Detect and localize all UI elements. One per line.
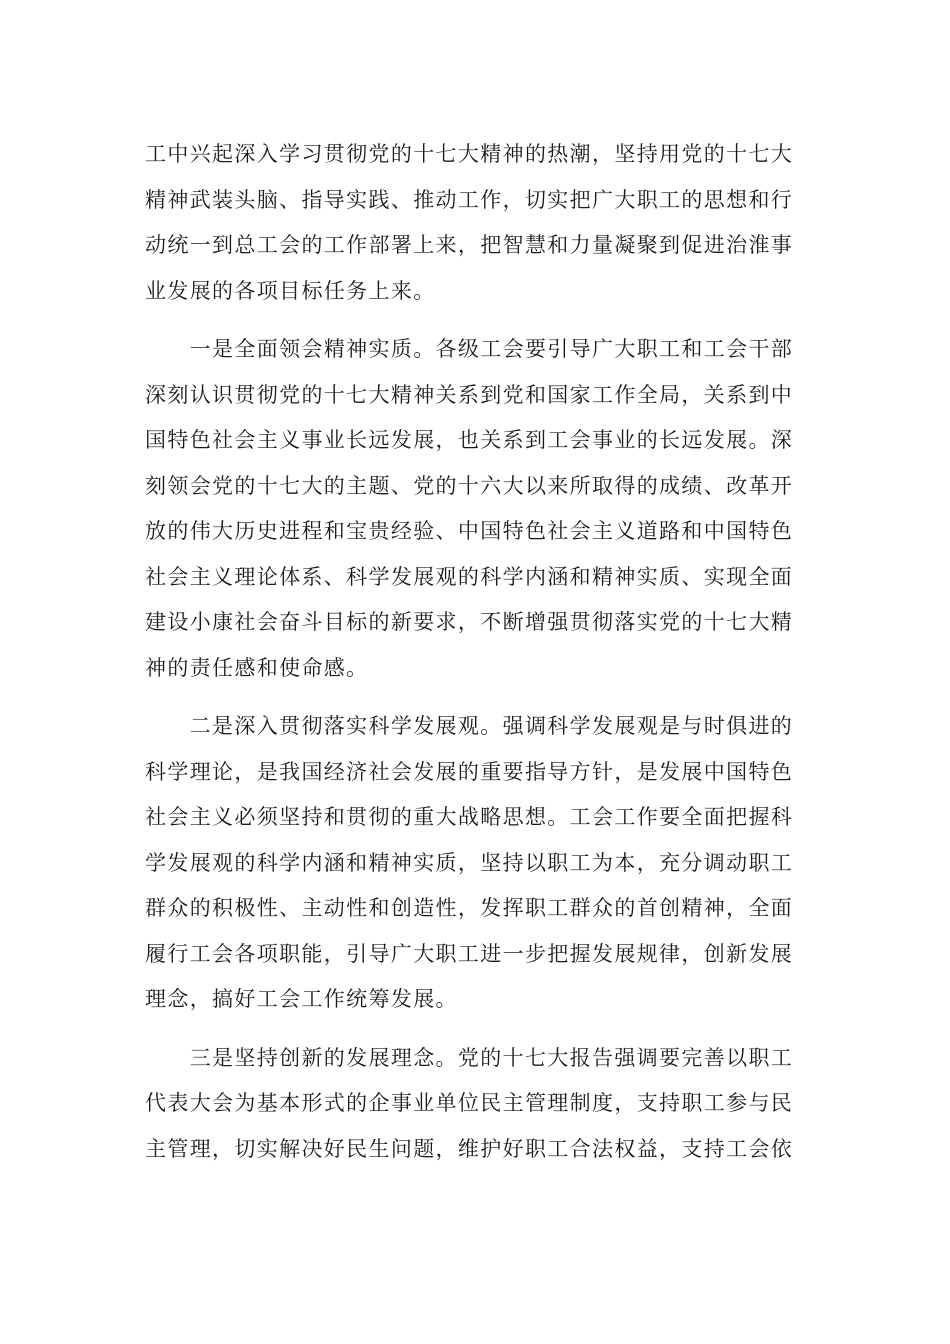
- text-line: 业发展的各项目标任务上来。: [145, 278, 436, 303]
- text-line: 群众的积极性、主动性和创造性，发挥职工群众的首创精神，全面: [145, 896, 794, 920]
- text-line: 学发展观的科学内涵和精神实质，坚持以职工为本，充分调动职工: [145, 850, 794, 875]
- text-line: 社会主义必须坚持和贯彻的重大战略思想。工会工作要全面把握科: [145, 805, 794, 829]
- paragraph-1: [145, 132, 810, 314]
- text-line: 放的伟大历史进程和宝贵经验、中国特色社会主义道路和中国特色: [145, 519, 794, 543]
- paragraph-3: [145, 704, 810, 1023]
- text-line: 建设小康社会奋斗目标的新要求，不断增强贯彻落实党的十七大精: [145, 610, 794, 634]
- text-line: 刻领会党的十七大的主题、党的十六大以来所取得的成绩、改革开: [145, 473, 794, 498]
- paragraph-4: [145, 1036, 810, 1173]
- text-line: 科学理论，是我国经济社会发展的重要指导方针，是发展中国特色: [145, 759, 794, 784]
- text-line: 精神武装头脑、指导实践、推动工作，切实把广大职工的思想和行: [145, 187, 794, 212]
- text-line: 一是全面领会精神实质。各级工会要引导广大职工和工会干部: [145, 337, 794, 361]
- text-line: 三是坚持创新的发展理念。党的十七大报告强调要完善以职工: [145, 1045, 794, 1070]
- paragraph-spacing: [145, 691, 810, 704]
- text-line: 二是深入贯彻落实科学发展观。强调科学发展观是与时俱进的: [145, 714, 794, 738]
- paragraph-spacing: [145, 1023, 810, 1036]
- paragraph-spacing: [145, 314, 810, 327]
- text-line: 理念，搞好工会工作统筹发展。: [145, 987, 458, 1011]
- text-line: 动统一到总工会的工作部署上来，把智慧和力量凝聚到促进治淮事: [145, 233, 794, 257]
- text-line: 神的责任感和使命感。: [145, 655, 369, 680]
- body-text: [145, 132, 810, 1172]
- text-line: 社会主义理论体系、科学发展观的科学内涵和精神实质、实现全面: [145, 564, 794, 589]
- text-line: 代表大会为基本形式的企事业单位民主管理制度，支持职工参与民: [145, 1091, 794, 1115]
- text-line: 深刻认识贯彻党的十七大精神关系到党和国家工作全局，关系到中: [145, 382, 794, 407]
- text-line: 履行工会各项职能，引导广大职工进一步把握发展规律，创新发展: [145, 941, 794, 966]
- paragraph-2: [145, 327, 810, 691]
- text-line: 国特色社会主义事业长远发展，也关系到工会事业的长远发展。深: [145, 428, 794, 452]
- text-line: 主管理，切实解决好民生问题，维护好职工合法权益，支持工会依: [145, 1136, 794, 1161]
- text-line: 工中兴起深入学习贯彻党的十七大精神的热潮，坚持用党的十七大: [145, 142, 794, 166]
